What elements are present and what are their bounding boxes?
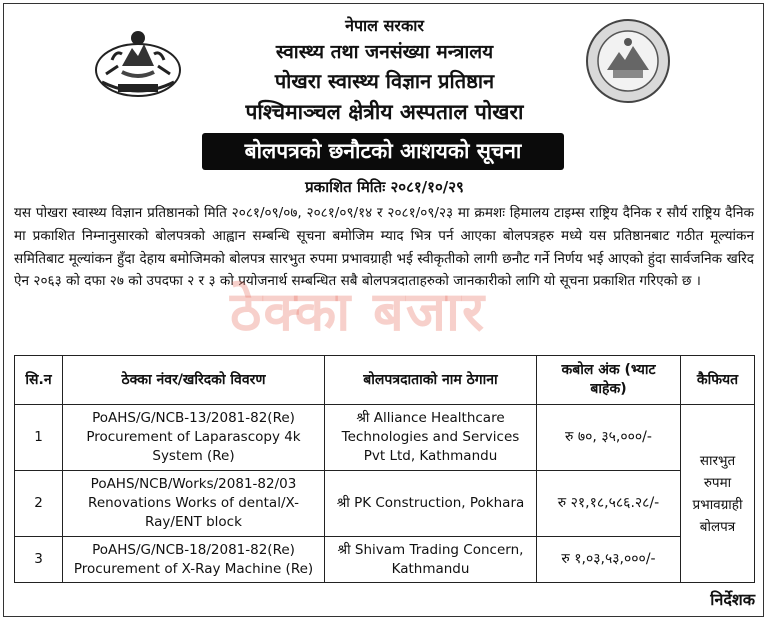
row-bidder: श्री PK Construction, Pokhara [325, 471, 537, 537]
row-sn: 3 [15, 537, 63, 583]
table-header-row [15, 356, 755, 405]
row-remarks: सारभुत रुपमा प्रभावग्राही बोलपत्र [681, 405, 755, 583]
row-sn: 2 [15, 471, 63, 537]
academy-title: पोखरा स्वास्थ्य विज्ञान प्रतिष्ठान [274, 69, 495, 93]
row-contract: PoAHS/G/NCB-18/2081-82(Re) Procurement of X-Ray Machine (Re) [63, 537, 325, 583]
hospital-title: पश्चिमाञ्चल क्षेत्रीय अस्पताल पोखरा [245, 100, 524, 124]
table-row [15, 405, 755, 471]
notice-title: बोलपत्रको छनौटको आशयको सूचना [202, 133, 564, 170]
watermark: ठेक्का बजार [230, 280, 487, 343]
signature-title: निर्देशक [710, 590, 755, 609]
row-contract: PoAHS/G/NCB-13/2081-82(Re) Procurement of Laparascopy 4k System (Re) [63, 405, 325, 471]
bid-results-table [14, 355, 755, 583]
notice-body: यस पोखरा स्वास्थ्य विज्ञान प्रतिष्ठानको मिति २०८१/०९/०७, २०८१/०९/१४ र २०८१/०९/२३ मा क्रमशः हिमालय टाइम्स राष्ट्रिय दैनिक र सौर्य राष्ट्रिय दैनिक मा प्रकाशित निम्नानुसारको बोलपत्रको आह्वान सम्बन्धि सूचना बमोजिम म्याद भित्र पर्न आएका बोलपत्रहरु मध्ये यस प्रतिष्ठानबाट गठीत मूल्यांकन समितिबाट मूल्यांकन हुँदा देहाय बमोजिमको बोलपत्र सारभुत रुपमा प्रभावग्राही भई स्वीकृतीको लागी छनौट गर्ने निर्णय भई आएको हुंदा सार्वजनिक खरिद ऐन २०६३ को दफा २७ को उपदफा २ र ३ को प्रयोजनार्थ सम्बन्धित सबै बोलपत्रदाताहरुको जानकारीको लागि यो सूचना प्रकाशित गरिएको छ । [14, 205, 754, 290]
column-header-amount: कबोल अंक (भ्याट बाहेक) [537, 356, 681, 405]
row-contract: PoAHS/NCB/Works/2081-82/03 Renovations Works of dental/X-Ray/ENT block [63, 471, 325, 537]
column-header-contract: ठेक्का नंवर/खरिदको विवरण [63, 356, 325, 405]
table-row [15, 537, 755, 583]
ministry-title: स्वास्थ्य तथा जनसंख्या मन्त्रालय [275, 41, 494, 63]
government-title: नेपाल सरकार [345, 16, 424, 35]
row-bidder: श्री Shivam Trading Concern, Kathmandu [325, 537, 537, 583]
row-amount: रु २१,१८,५८६.२८/- [537, 471, 681, 537]
table-row [15, 471, 755, 537]
row-amount: रु ७०, ३५,०००/- [537, 405, 681, 471]
row-amount: रु १,०३,५३,०००/- [537, 537, 681, 583]
column-header-bidder: बोलपत्रदाताको नाम ठेगाना [325, 356, 537, 405]
row-sn: 1 [15, 405, 63, 471]
column-header-sn: सि.न [15, 356, 63, 405]
column-header-remarks: कैफियत [681, 356, 755, 405]
published-date: प्रकाशित मितिः २०८१/१०/२९ [305, 178, 464, 196]
row-bidder: श्री Alliance Healthcare Technologies and Services Pvt Ltd, Kathmandu [325, 405, 537, 471]
